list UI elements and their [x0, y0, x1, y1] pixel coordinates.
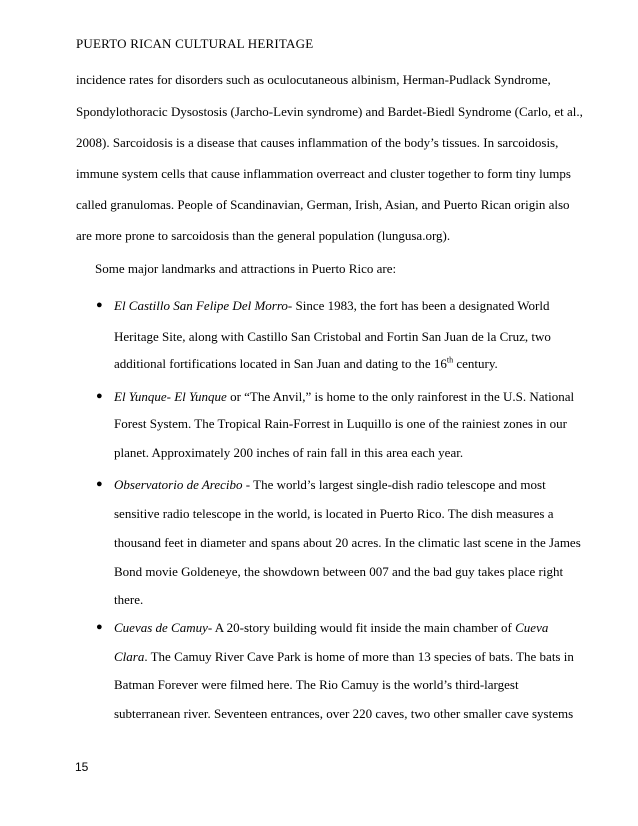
- list-item-line: Heritage Site, along with Castillo San Cristobal and Fortin San Juan de la Cruz, two: [114, 329, 551, 344]
- landmark-text-italic: Cueva: [515, 620, 549, 635]
- list-item-line: Batman Forever were filmed here. The Rio Camuy is the world’s third-largest: [114, 677, 519, 692]
- running-header: PUERTO RICAN CULTURAL HERITAGE: [76, 36, 314, 51]
- list-item-line: [114, 356, 498, 372]
- landmark-title: Cuevas de Camuy: [114, 620, 208, 635]
- list-item-line: sensitive radio telescope in the world, is located in Puerto Rico. The dish measures a: [114, 506, 554, 521]
- bullet-icon: ●: [96, 390, 103, 402]
- landmark-text: . The Camuy River Cave Park is home of more than 13 species of bats. The bats in: [144, 649, 574, 664]
- landmark-title: Observatorio de Arecibo: [114, 477, 243, 492]
- paragraph-line: immune system cells that cause inflammation overreact and cluster together to form tiny lumps: [76, 166, 571, 181]
- bullet-icon: ●: [96, 621, 103, 633]
- list-item-line: thousand feet in diameter and spans about 20 acres. In the climatic last scene in the James: [114, 535, 581, 550]
- landmark-text: - The world’s largest single-dish radio telescope and most: [242, 477, 546, 492]
- paragraph-line: 2008). Sarcoidosis is a disease that causes inflammation of the body’s tissues. In sarcoidosis,: [76, 135, 559, 150]
- landmark-title: El Castillo San Felipe Del Morro: [114, 298, 288, 313]
- landmark-text: - Since 1983, the fort has been a designated World: [287, 298, 550, 313]
- landmark-text: or “The Anvil,” is home to the only rainforest in the U.S. National: [226, 389, 575, 404]
- list-item-line: [114, 389, 574, 405]
- list-item-line: [114, 649, 574, 665]
- paragraph-line: are more prone to sarcoidosis than the general population (lungusa.org).: [76, 228, 451, 243]
- landmark-text: century.: [453, 356, 498, 371]
- list-item-line: Bond movie Goldeneye, the showdown between 007 and the bad guy takes place right: [114, 564, 564, 579]
- bullet-icon: ●: [96, 478, 103, 490]
- landmark-text: - A 20-story building would fit inside the main chamber of: [207, 620, 516, 635]
- bullet-icon: ●: [96, 299, 103, 311]
- page-number: 15: [75, 760, 89, 774]
- paragraph-line: called granulomas. People of Scandinavian, German, Irish, Asian, and Puerto Rican origin also: [76, 197, 570, 212]
- list-item-line: [114, 298, 549, 314]
- landmarks-intro: Some major landmarks and attractions in Puerto Rico are:: [95, 261, 397, 276]
- landmark-text-italic: Clara: [114, 649, 145, 664]
- paragraph-line: incidence rates for disorders such as oculocutaneous albinism, Herman-Pudlack Syndrome,: [76, 72, 551, 87]
- list-item-line: there.: [114, 592, 144, 607]
- list-item-line: [114, 477, 546, 493]
- list-item-line: Forest System. The Tropical Rain-Forrest in Luquillo is one of the rainiest zones in our: [114, 416, 567, 431]
- paragraph-line: Spondylothoracic Dysostosis (Jarcho-Levin syndrome) and Bardet-Biedl Syndrome (Carlo, et al.,: [76, 104, 583, 119]
- list-item-line: subterranean river. Seventeen entrances, over 220 caves, two other smaller cave systems: [114, 706, 574, 721]
- landmark-text: additional fortifications located in San Juan and dating to the 16: [114, 356, 447, 371]
- ordinal-suffix: th: [446, 355, 454, 365]
- list-item-line: [114, 620, 548, 636]
- landmark-title: El Yunque- El Yunque: [114, 389, 227, 404]
- list-item-line: planet. Approximately 200 inches of rain fall in this area each year.: [114, 445, 464, 460]
